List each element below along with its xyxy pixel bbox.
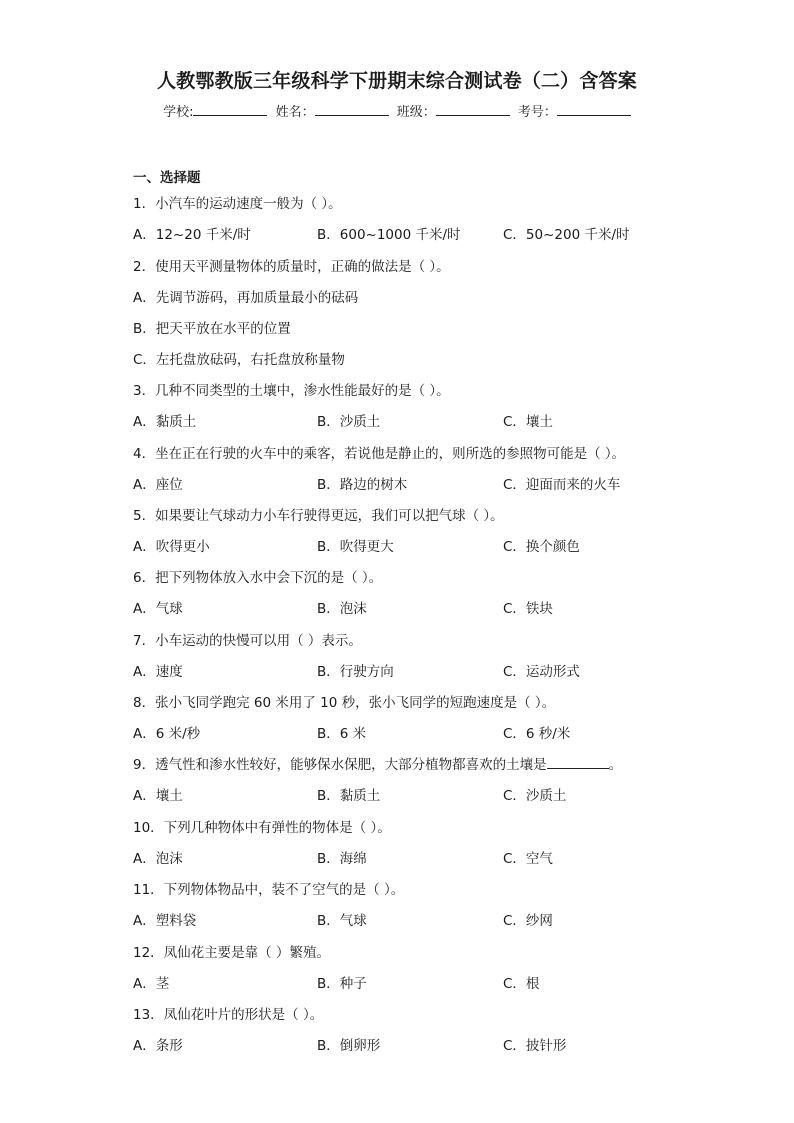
option-a[interactable]: A．泡沫 [133,851,183,867]
question-10: 10．下列几种物体中有弹性的物体是（ ）。 [133,820,391,836]
options-7 [133,660,693,680]
option-c[interactable]: C．壤土 [503,414,553,430]
school-label: 学校: [163,105,194,120]
options-5 [133,535,693,555]
question-3: 3．几种不同类型的土壤中，渗水性能最好的是（ ）。 [133,383,450,399]
option-c[interactable]: C．根 [503,976,540,992]
option-a[interactable]: A．气球 [133,601,183,617]
option-a[interactable]: A．条形 [133,1038,183,1054]
option-a[interactable]: A．黏质土 [133,414,197,430]
option-a[interactable]: A．速度 [133,664,183,680]
question-8: 8．张小飞同学跑完 60 米用了 10 秒，张小飞同学的短跑速度是（ ）。 [133,695,556,711]
options-12 [133,972,693,992]
option-c[interactable]: C．披针形 [503,1038,567,1054]
school-blank[interactable] [193,103,267,116]
answer-blank[interactable] [547,756,609,769]
option-c[interactable]: C．换个颜色 [503,539,580,555]
name-blank[interactable] [315,103,389,116]
question-9-text: 9．透气性和渗水性较好，能够保水保肥，大部分植物都喜欢的土壤是 [133,757,547,773]
question-9 [133,753,622,773]
page-title: 人教鄂教版三年级科学下册期末综合测试卷（二）含答案 [156,70,637,92]
option-c[interactable]: C．6 秒/米 [503,726,571,742]
option-a[interactable]: A．12~20 千米/时 [133,227,251,243]
question-9-end: 。 [608,757,623,773]
options-10 [133,847,693,867]
option-a[interactable]: A．吹得更小 [133,539,210,555]
option-a[interactable]: A．先调节游码，再加质量最小的砝码 [133,290,359,306]
name-label: 姓名： [275,105,315,120]
question-12: 12．凤仙花主要是靠（ ）繁殖。 [133,945,330,961]
number-label: 考号： [517,105,557,120]
option-c[interactable]: C．铁块 [503,601,553,617]
question-5: 5．如果要让气球动力小车行驶得更远，我们可以把气球（ ）。 [133,508,504,524]
class-label: 班级： [396,105,436,120]
option-b[interactable]: B．泡沫 [317,601,367,617]
student-info-line [0,101,794,120]
question-11: 11．下列物体物品中，装不了空气的是（ ）。 [133,882,405,898]
options-8 [133,722,693,742]
options-6 [133,597,693,617]
option-c[interactable]: C．左托盘放砝码，右托盘放称量物 [133,352,345,368]
number-blank[interactable] [557,103,631,116]
question-4: 4．坐在正在行驶的火车中的乘客，若说他是静止的，则所选的参照物可能是（ ）。 [133,446,626,462]
options-3 [133,410,693,430]
options-1 [133,223,693,243]
class-blank[interactable] [436,103,510,116]
section-heading: 一、选择题 [133,170,201,186]
options-9 [133,784,693,804]
option-c[interactable]: C．运动形式 [503,664,580,680]
option-b[interactable]: B．种子 [317,976,367,992]
option-b[interactable]: B．海绵 [317,851,367,867]
option-b[interactable]: B．沙质土 [317,414,381,430]
option-a[interactable]: A．塑料袋 [133,913,197,929]
option-b[interactable]: B．气球 [317,913,367,929]
question-7: 7．小车运动的快慢可以用（ ）表示。 [133,633,362,649]
options-11 [133,909,693,929]
option-b[interactable]: B．黏质土 [317,788,381,804]
option-c[interactable]: C．50~200 千米/时 [503,227,630,243]
question-1: 1．小汽车的运动速度一般为（ ）。 [133,196,342,212]
option-b[interactable]: B．倒卵形 [317,1038,381,1054]
option-a[interactable]: A．6 米/秒 [133,726,201,742]
option-b[interactable]: B．600~1000 千米/时 [317,227,461,243]
option-b[interactable]: B．行驶方向 [317,664,394,680]
option-b[interactable]: B．吹得更大 [317,539,394,555]
question-6: 6．把下列物体放入水中会下沉的是（ ）。 [133,570,383,586]
option-c[interactable]: C．沙质土 [503,788,567,804]
option-c[interactable]: C．纱网 [503,913,553,929]
options-4 [133,473,693,493]
question-13: 13．凤仙花叶片的形状是（ ）。 [133,1007,324,1023]
option-a[interactable]: A．座位 [133,477,183,493]
option-c[interactable]: C．迎面而来的火车 [503,477,621,493]
question-2: 2．使用天平测量物体的质量时，正确的做法是（ ）。 [133,259,450,275]
option-c[interactable]: C．空气 [503,851,553,867]
option-b[interactable]: B．路边的树木 [317,477,408,493]
options-13 [133,1034,693,1054]
option-a[interactable]: A．壤土 [133,788,183,804]
option-a[interactable]: A．茎 [133,976,170,992]
option-b[interactable]: B．把天平放在水平的位置 [133,321,291,337]
option-b[interactable]: B．6 米 [317,726,367,742]
